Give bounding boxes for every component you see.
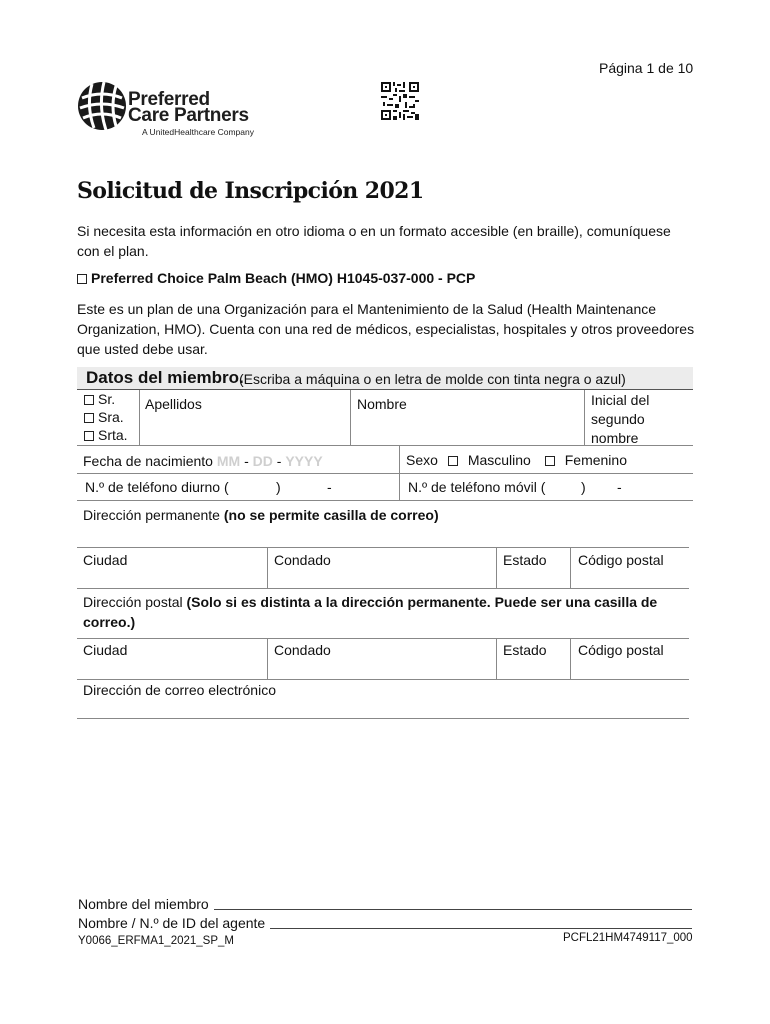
divider bbox=[350, 390, 351, 445]
divider bbox=[584, 390, 585, 445]
plan-option-label: Preferred Choice Palm Beach (HMO) H1045-037-000 - PCP bbox=[91, 270, 476, 286]
divider bbox=[570, 548, 571, 588]
dob-yyyy-placeholder: YYYY bbox=[285, 453, 323, 469]
logo-line-2: Care Partners bbox=[128, 105, 249, 126]
plan-description: Este es un plan de una Organización para el Mantenimiento de la Salud (Health Maintenance Organization, HMO). Cuenta con una red de médicos, especialistas, hospitales y otros proveedores que usted debe usar. bbox=[77, 301, 695, 357]
divider bbox=[77, 473, 693, 474]
zip-field[interactable]: Código postal bbox=[578, 552, 664, 568]
logo-line-1: Preferred bbox=[128, 89, 210, 110]
salutation-sr[interactable]: Sr. bbox=[84, 391, 115, 407]
divider bbox=[267, 639, 268, 679]
company-logo bbox=[76, 80, 296, 140]
dob-mm-placeholder: MM bbox=[216, 453, 241, 469]
dob-dd-placeholder: DD bbox=[252, 453, 273, 469]
form-code-right: PCFL21HM4749117_000 bbox=[563, 932, 693, 944]
female-checkbox[interactable] bbox=[545, 456, 555, 466]
salutation-sra[interactable]: Sra. bbox=[84, 409, 124, 425]
plan-checkbox[interactable] bbox=[77, 274, 87, 284]
form-title: Solicitud de Inscripción 2021 bbox=[77, 178, 424, 204]
member-section-heading: Datos del miembro. bbox=[86, 368, 244, 387]
city-field[interactable]: Ciudad bbox=[83, 552, 128, 568]
divider bbox=[77, 718, 689, 719]
member-section-header bbox=[77, 367, 693, 389]
county-field[interactable]: Condado bbox=[274, 552, 331, 568]
divider bbox=[496, 548, 497, 588]
permanent-address-field[interactable]: Dirección permanente (no se permite casilla de correo) bbox=[83, 507, 439, 523]
section-rule bbox=[77, 389, 693, 390]
mailing-address-field[interactable]: Dirección postal (Solo si es distinta a la dirección permanente. Puede ser una casilla de correo.) bbox=[83, 594, 658, 630]
qr-code-icon bbox=[381, 82, 419, 120]
sex-label: Sexo bbox=[406, 452, 438, 468]
accessibility-note: Si necesita esta información en otro idioma o en un formato accesible (en braille), comuníquese con el plan. bbox=[77, 223, 671, 259]
day-phone-paren: ) bbox=[276, 479, 281, 495]
last-name-field[interactable]: Apellidos bbox=[145, 396, 202, 412]
form-code-left: Y0066_ERFMA1_2021_SP_M bbox=[78, 935, 234, 947]
mobile-phone-dash: - bbox=[617, 479, 622, 495]
salutation-srta[interactable]: Srta. bbox=[84, 427, 128, 443]
divider bbox=[77, 638, 689, 639]
day-phone-dash: - bbox=[327, 479, 332, 495]
mailing-county-field[interactable]: Condado bbox=[274, 642, 331, 658]
member-section-instructions: (Escriba a máquina o en letra de molde con tinta negra o azul) bbox=[239, 371, 626, 387]
divider bbox=[496, 639, 497, 679]
agent-label: Nombre / N.º de ID del agente bbox=[78, 915, 266, 931]
mobile-phone-field[interactable]: N.º de teléfono móvil ( bbox=[408, 479, 546, 495]
divider bbox=[570, 639, 571, 679]
mailing-city-field[interactable]: Ciudad bbox=[83, 642, 128, 658]
divider bbox=[267, 548, 268, 588]
dob-label: Fecha de nacimiento bbox=[83, 453, 213, 469]
middle-initial-field[interactable]: Inicial del segundo nombre bbox=[591, 392, 650, 446]
plan-option bbox=[77, 268, 697, 288]
mobile-phone-paren: ) bbox=[581, 479, 586, 495]
divider bbox=[77, 500, 693, 501]
male-checkbox[interactable] bbox=[448, 456, 458, 466]
dob-field[interactable]: Fecha de nacimiento MM - DD - YYYY bbox=[83, 453, 323, 469]
srta-checkbox[interactable] bbox=[84, 431, 94, 441]
member-name-line[interactable] bbox=[214, 909, 692, 910]
first-name-field[interactable]: Nombre bbox=[357, 396, 407, 412]
member-name-label: Nombre del miembro bbox=[78, 896, 209, 912]
state-field[interactable]: Estado bbox=[503, 552, 547, 568]
divider bbox=[77, 679, 689, 680]
agent-line[interactable] bbox=[270, 928, 692, 929]
divider bbox=[77, 547, 689, 548]
sex-field: Sexo Masculino Femenino bbox=[406, 452, 627, 468]
mailing-zip-field[interactable]: Código postal bbox=[578, 642, 664, 658]
logo-tagline: A UnitedHealthcare Company bbox=[142, 127, 254, 137]
page-number: Página 1 de 10 bbox=[599, 60, 694, 76]
mailing-state-field[interactable]: Estado bbox=[503, 642, 547, 658]
globe-logo-icon bbox=[76, 80, 128, 132]
divider bbox=[77, 588, 689, 589]
divider bbox=[139, 390, 140, 445]
email-field[interactable]: Dirección de correo electrónico bbox=[83, 682, 276, 698]
day-phone-field[interactable]: N.º de teléfono diurno ( bbox=[85, 479, 229, 495]
sr-checkbox[interactable] bbox=[84, 395, 94, 405]
sra-checkbox[interactable] bbox=[84, 413, 94, 423]
